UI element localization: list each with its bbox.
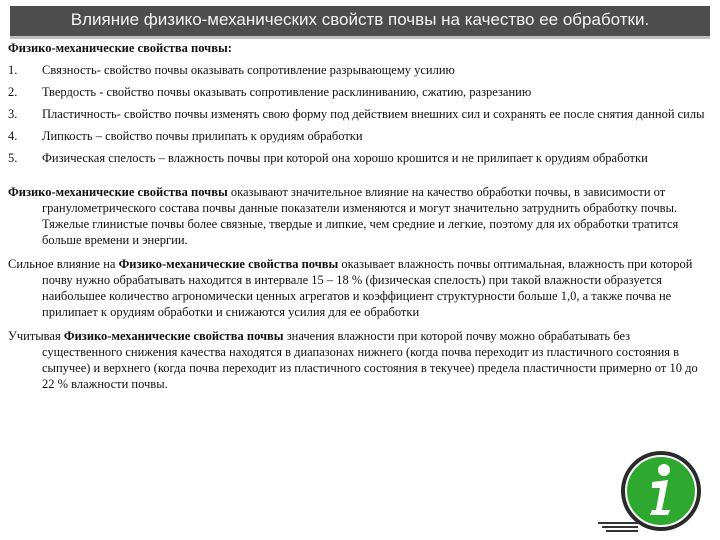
list-item-text: Связность- свойство почвы оказывать сопротивление разрывающему усилию: [42, 63, 455, 77]
list-item: [8, 62, 712, 78]
paragraph-bold-term: Физико-механические свойства почвы: [118, 257, 339, 271]
list-item-number: 2.: [8, 85, 18, 99]
list-item-text: Пластичность- свойство почвы изменять свою форму под действием внешних сил и сохранять ее после снятия данной силы: [42, 107, 705, 121]
paragraph-bold-term: Физико-механические свойства почвы: [63, 329, 284, 343]
paragraph-text: Сильное влияние на: [8, 257, 119, 271]
list-item-number: 4.: [8, 129, 18, 143]
list-item-number: 1.: [8, 63, 18, 77]
paragraph-bold-term: Физико-механические свойства почвы: [8, 185, 228, 199]
slide-content: [8, 40, 712, 400]
list-item: [8, 150, 712, 166]
list-item: [8, 128, 712, 144]
list-heading: Физико-механические свойства почвы:: [8, 41, 232, 55]
paragraph-influence: [8, 184, 712, 248]
slide-header: [10, 6, 710, 39]
slide-title: Влияние физико-механических свойств почвы на качество ее обработки.: [70, 10, 650, 29]
info-icon: [596, 448, 706, 534]
list-item-number: 3.: [8, 107, 18, 121]
list-item: [8, 106, 712, 122]
list-item-text: Физическая спелость – влажность почвы при которой она хорошо крошится и не прилипает к орудиям обработки: [42, 151, 648, 165]
paragraph-moisture: [8, 256, 712, 320]
list-item: [8, 84, 712, 100]
list-item-text: Липкость – свойство почвы прилипать к орудиям обработки: [42, 129, 363, 143]
paragraph-text: оказывают значительное влияние на качество обработки почвы, в зависимости от гранулометрического состава почвы данные показатели изменяются и могут значительно затруднить обработку почвы. Тяжелые глинистые почвы более связные, твердые и липкие, чем средние и легкие, поэтому для их обработки тратится больше времени и энергии.: [42, 185, 679, 247]
paragraph-text: значения влажности при которой почву можно обрабатывать без существенного снижения качества находятся в диапазонах нижнего (когда почва переходит из пластичного состояния в сыпучее) и верхнего (когда почва переходит из пластичного состояния в текучее) предела пластичности примерно от 10 до 22 % влажности почвы.: [42, 329, 698, 391]
paragraph-text: оказывает влажность почвы оптимальная, влажность при которой почву нужно обрабатывать находится в интервале 15 – 18 % (физическая спелость) при такой влажности образуется наибольшее количество агрономически ценных агрегатов и коэффициент структурности больше 1,0, а также почва не прилипает к орудиям обработки и снижаются усилия для ее обработки: [42, 257, 693, 319]
list-item-text: Твердость - свойство почвы оказывать сопротивление расклиниванию, сжатию, разрезанию: [42, 85, 532, 99]
paragraph-plasticity-range: [8, 328, 712, 392]
list-item-number: 5.: [8, 151, 18, 165]
paragraph-text: Учитывая: [8, 329, 64, 343]
